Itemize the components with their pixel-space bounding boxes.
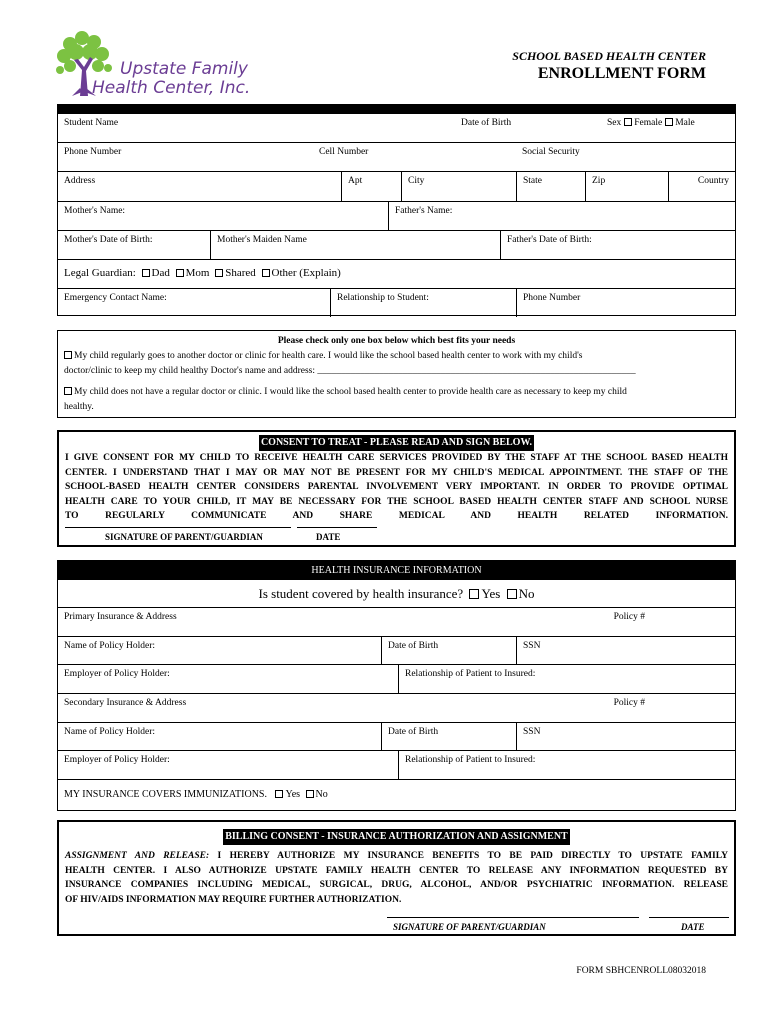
cell-field[interactable] xyxy=(313,143,516,171)
policy-2-label: Policy # xyxy=(613,698,645,708)
ssn-field[interactable] xyxy=(516,143,735,171)
city-field[interactable] xyxy=(401,172,516,201)
student-name-label: Student Name xyxy=(64,118,119,128)
coverage-question: Is student covered by health insurance? xyxy=(258,586,464,601)
father-name-label: Father's Name: xyxy=(395,206,453,216)
shared-checkbox[interactable] xyxy=(215,269,223,277)
immunizations-label: MY INSURANCE COVERS IMMUNIZATIONS. xyxy=(64,789,267,800)
male-checkbox[interactable] xyxy=(665,118,673,126)
option-1-text-line2: doctor/clinic to keep my child healthy Doctor's name and address: ___________________________________________________________________ xyxy=(64,366,636,376)
shared-label: Shared xyxy=(225,267,256,279)
immunizations-no-checkbox[interactable] xyxy=(306,790,314,798)
guardian-row xyxy=(58,260,735,289)
insurance-section xyxy=(57,560,736,811)
father-dob-field[interactable] xyxy=(500,231,735,259)
billing-text-1: I HEREBY AUTHORIZE MY INSURANCE BENEFITS TO BE PAID DIRECTLY TO UPSTATE FAMILY xyxy=(217,851,729,861)
option-2-text-line1: My child does not have a regular doctor or clinic. I would like the school based health center to provide health care as necessary to keep my child xyxy=(74,387,627,397)
coverage-no-label: No xyxy=(518,586,535,601)
needs-heading: Please check only one box below which best fits your needs xyxy=(277,336,516,346)
cell-label: Cell Number xyxy=(319,147,369,157)
billing-section xyxy=(57,820,736,936)
mom-label: Mom xyxy=(185,267,210,279)
male-label: Male xyxy=(675,118,695,128)
phone-field[interactable] xyxy=(58,143,313,171)
billing-heading: BILLING CONSENT - INSURANCE AUTHORIZATION AND ASSIGNMENT xyxy=(223,829,569,845)
emergency-phone-label: Phone Number xyxy=(523,293,581,303)
logo xyxy=(52,30,252,100)
mother-dob-field[interactable] xyxy=(58,231,210,259)
insurance-banner: HEALTH INSURANCE INFORMATION xyxy=(58,561,735,580)
logo-name-line2: Health Center, Inc. xyxy=(92,78,251,98)
consent-signature-label: SIGNATURE OF PARENT/GUARDIAN xyxy=(105,532,263,542)
student-info-grid xyxy=(57,113,736,316)
emergency-phone-field[interactable] xyxy=(516,289,735,317)
immunizations-yes-checkbox[interactable] xyxy=(275,790,283,798)
student-dob-label: Date of Birth xyxy=(461,118,512,128)
secondary-insurance-row xyxy=(58,694,735,723)
father-dob-label: Father's Date of Birth: xyxy=(507,235,592,245)
ssn-label: Social Security xyxy=(522,147,580,157)
consent-text-line3: SCHOOL-BASED HEALTH CENTER CONSIDERS PARENTAL INVOLVEMENT VERY IMPORTANT. IN ORDER TO PROVIDE OPTIMAL xyxy=(65,482,728,492)
employer-1-row xyxy=(58,665,735,694)
state-field[interactable] xyxy=(516,172,585,201)
billing-text-line3: INSURANCE COMPANIES INCLUDING MEDICAL, SURGICAL, DRUG, ALCOHOL, AND/OR PSYCHIATRIC INFORMATION. RELEASE xyxy=(65,880,728,890)
coverage-question-row xyxy=(58,580,735,608)
mother-name-field[interactable] xyxy=(58,202,388,230)
form-subtitle: SCHOOL BASED HEALTH CENTER xyxy=(512,49,706,63)
country-label: Country xyxy=(697,176,729,186)
consent-text-line2: CENTER. I UNDERSTAND THAT I MAY OR MAY NOT BE PRESENT FOR MY CHILD'S MEDICAL APPOINTMENT. THE STAFF OF THE xyxy=(65,467,728,478)
policy-1-field[interactable] xyxy=(608,608,645,636)
mother-dob-label: Mother's Date of Birth: xyxy=(64,235,153,245)
holder-2-row xyxy=(58,723,735,751)
billing-signature-line[interactable] xyxy=(387,917,639,918)
student-name-field[interactable] xyxy=(58,114,455,142)
relationship-label: Relationship to Student: xyxy=(337,293,429,303)
mother-name-label: Mother's Name: xyxy=(64,206,126,216)
coverage-yes-label: Yes xyxy=(481,586,501,601)
apt-field[interactable] xyxy=(341,172,401,201)
phone-label: Phone Number xyxy=(64,147,122,157)
needs-option-2 xyxy=(64,385,729,415)
needs-section xyxy=(57,330,736,418)
holder-1-ssn-label: SSN xyxy=(523,641,541,651)
logo-name-line1: Upstate Family xyxy=(120,59,248,79)
billing-text-line4: OF HIV/AIDS INFORMATION MAY REQUIRE FURTHER AUTHORIZATION. xyxy=(65,894,402,905)
relationship-field[interactable] xyxy=(330,289,516,317)
consent-text-line5: TO REGULARLY COMMUNICATE AND SHARE MEDICAL AND HEALTH RELATED INFORMATION. xyxy=(65,511,728,521)
holder-2-dob-label: Date of Birth xyxy=(388,727,439,737)
father-name-field[interactable] xyxy=(388,202,735,230)
billing-text-line1 xyxy=(65,849,728,864)
consent-date-label: DATE xyxy=(316,532,341,542)
relationship-1-field[interactable] xyxy=(398,665,735,693)
address-field[interactable] xyxy=(58,172,341,201)
primary-insurance-field[interactable] xyxy=(58,608,558,636)
holder-2-ssn-field[interactable] xyxy=(516,723,735,750)
relationship-2-label: Relationship of Patient to Insured: xyxy=(405,755,536,765)
female-label: Female xyxy=(634,118,663,128)
phone-row xyxy=(58,143,735,172)
employer-2-row xyxy=(58,751,735,780)
header-bar xyxy=(57,104,736,113)
country-field[interactable] xyxy=(668,172,735,201)
employer-1-field[interactable] xyxy=(58,665,398,693)
holder-1-label: Name of Policy Holder: xyxy=(64,641,156,651)
employer-1-label: Employer of Policy Holder: xyxy=(64,669,170,679)
address-row xyxy=(58,172,735,202)
policy-1-label: Policy # xyxy=(613,612,645,622)
form-title: ENROLLMENT FORM xyxy=(537,65,706,82)
mother-maiden-label: Mother's Maiden Name xyxy=(217,235,307,245)
other-checkbox[interactable] xyxy=(262,269,270,277)
holder-2-dob-field[interactable] xyxy=(381,723,516,750)
holder-1-ssn-field[interactable] xyxy=(516,637,735,664)
student-dob-field[interactable] xyxy=(455,114,601,142)
holder-1-dob-label: Date of Birth xyxy=(388,641,439,651)
option-2-checkbox[interactable] xyxy=(64,387,72,395)
address-label: Address xyxy=(64,176,96,186)
consent-signature-line[interactable] xyxy=(65,527,291,528)
billing-text-line2: HEALTH CENTER. I ALSO AUTHORIZE UPSTATE FAMILY HEALTH CENTER TO RELEASE ANY INFORMATION REQUESTED BY xyxy=(65,865,728,876)
holder-2-field[interactable] xyxy=(58,723,381,750)
holder-1-row xyxy=(58,637,735,665)
billing-date-line[interactable] xyxy=(649,917,729,918)
other-label: Other (Explain) xyxy=(271,267,341,279)
immunizations-row xyxy=(58,780,735,812)
employer-2-field[interactable] xyxy=(58,751,398,779)
parents-row xyxy=(58,202,735,231)
relationship-2-field[interactable] xyxy=(398,751,735,779)
emergency-contact-label: Emergency Contact Name: xyxy=(64,293,167,303)
billing-signature-label: SIGNATURE OF PARENT/GUARDIAN xyxy=(393,922,546,932)
form-code: FORM SBHCENROLL08032018 xyxy=(576,966,706,976)
consent-text-line4: HEALTH CARE TO YOUR CHILD, IT MAY BE NECESSARY FOR THE SCHOOL BASED HEALTH CENTER STAFF AND SCHOOL NURSE xyxy=(65,496,728,507)
employer-2-label: Employer of Policy Holder: xyxy=(64,755,170,765)
relationship-1-label: Relationship of Patient to Insured: xyxy=(405,669,536,679)
option-1-text-line1: My child regularly goes to another doctor or clinic for health care. I would like the school based health center to work with my child's xyxy=(74,351,583,361)
consent-text-line1: I GIVE CONSENT FOR MY CHILD TO RECEIVE HEALTH CARE SERVICES PROVIDED BY THE STAFF AT THE SCHOOL BASED HEALTH xyxy=(65,453,728,463)
coverage-yes-checkbox[interactable] xyxy=(469,589,479,599)
option-1-checkbox[interactable] xyxy=(64,351,72,359)
policy-2-field[interactable] xyxy=(608,694,645,722)
city-label: City xyxy=(408,176,425,186)
holder-2-ssn-label: SSN xyxy=(523,727,541,737)
consent-date-line[interactable] xyxy=(297,527,377,528)
option-2-text-line2: healthy. xyxy=(64,402,94,412)
parents-dob-row xyxy=(58,231,735,260)
needs-option-1 xyxy=(64,349,729,379)
holder-2-label: Name of Policy Holder: xyxy=(64,727,156,737)
legal-guardian-field xyxy=(58,260,735,288)
primary-insurance-row xyxy=(58,608,735,637)
emergency-row xyxy=(58,289,735,317)
primary-insurance-label: Primary Insurance & Address xyxy=(64,612,177,622)
sex-field xyxy=(601,114,735,142)
apt-label: Apt xyxy=(348,176,363,186)
sex-label: Sex xyxy=(607,118,622,128)
legal-guardian-label: Legal Guardian: xyxy=(64,267,136,279)
immunizations-yes-label: Yes xyxy=(285,789,301,800)
coverage-no-checkbox[interactable] xyxy=(507,589,517,599)
holder-1-field[interactable] xyxy=(58,637,381,664)
billing-lead: ASSIGNMENT AND RELEASE: xyxy=(65,851,210,861)
state-label: State xyxy=(523,176,542,186)
billing-date-label: DATE xyxy=(681,922,705,932)
student-row xyxy=(58,114,735,143)
emergency-contact-field[interactable] xyxy=(58,289,330,317)
secondary-insurance-label: Secondary Insurance & Address xyxy=(64,698,187,708)
dad-label: Dad xyxy=(151,267,170,279)
holder-1-dob-field[interactable] xyxy=(381,637,516,664)
dad-checkbox[interactable] xyxy=(142,269,150,277)
immunizations-no-label: No xyxy=(315,789,328,800)
mother-maiden-field[interactable] xyxy=(210,231,500,259)
zip-field[interactable] xyxy=(585,172,668,201)
mom-checkbox[interactable] xyxy=(176,269,184,277)
zip-label: Zip xyxy=(592,176,606,186)
secondary-insurance-field[interactable] xyxy=(58,694,558,722)
consent-section xyxy=(57,430,736,547)
consent-heading: CONSENT TO TREAT - PLEASE READ AND SIGN BELOW. xyxy=(259,435,534,451)
female-checkbox[interactable] xyxy=(624,118,632,126)
